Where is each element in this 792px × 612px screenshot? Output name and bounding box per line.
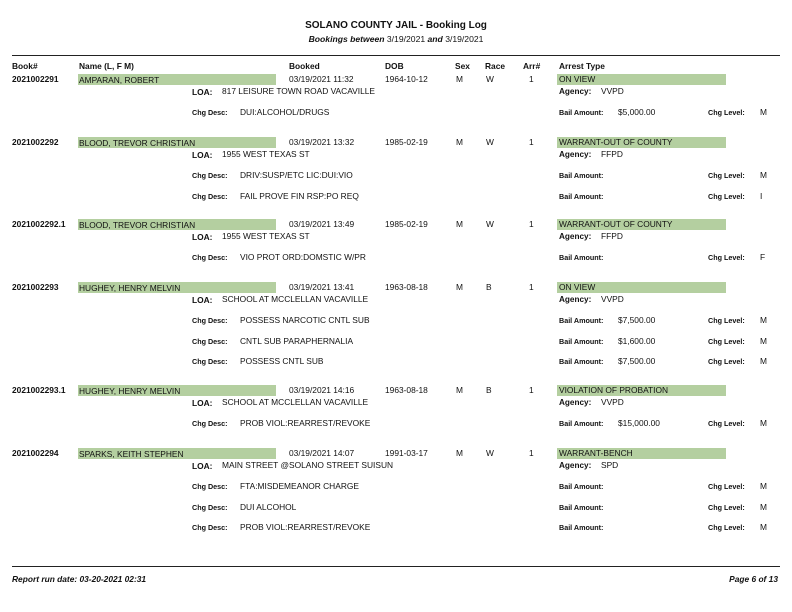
- bail-amount: $7,500.00: [618, 356, 656, 366]
- booking-number: 2021002292: [12, 137, 59, 147]
- date-of-birth: 1964-10-12: [385, 74, 428, 84]
- race: W: [486, 137, 494, 147]
- bail-amount-label: Bail Amount:: [559, 316, 604, 325]
- charge-level: M: [760, 335, 767, 346]
- chg-level-label: Chg Level:: [708, 253, 745, 262]
- arrest-type: WARRANT-BENCH: [559, 448, 633, 458]
- date-to: 3/19/2021: [445, 34, 484, 44]
- inmate-name: HUGHEY, HENRY MELVIN: [79, 283, 181, 293]
- col-race: Race: [485, 61, 506, 71]
- charge-level: M: [760, 170, 767, 180]
- bail-amount: $1,600.00: [618, 335, 656, 346]
- col-arr: Arr#: [523, 61, 541, 71]
- booked-datetime: 03/19/2021 14:16: [289, 385, 355, 395]
- agency: SPD: [601, 460, 619, 470]
- race: W: [486, 219, 494, 229]
- race: W: [486, 448, 494, 458]
- arrest-number: 1: [529, 385, 534, 395]
- chg-level-label: Chg Level:: [708, 502, 745, 512]
- agency-label: Agency:: [559, 461, 592, 470]
- footer-rule: [12, 566, 780, 567]
- sex: M: [456, 448, 463, 458]
- col-booked: Booked: [289, 61, 320, 71]
- bail-amount: $7,500.00: [618, 315, 656, 325]
- header-rule: [12, 55, 780, 56]
- bail-amount: $5,000.00: [618, 107, 656, 117]
- agency: VVPD: [601, 397, 624, 407]
- charge-description: FAIL PROVE FIN RSP:PO REQ: [240, 190, 359, 201]
- chg-level-label: Chg Level:: [708, 357, 745, 366]
- inmate-name: BLOOD, TREVOR CHRISTIAN: [79, 138, 196, 148]
- chg-desc-label: Chg Desc:: [192, 253, 228, 262]
- charge-description: DUI ALCOHOL: [240, 501, 297, 512]
- charge-description: PROB VIOL:REARREST/REVOKE: [240, 418, 371, 428]
- bail-amount-label: Bail Amount:: [559, 419, 604, 428]
- arrest-type: VIOLATION OF PROBATION: [559, 385, 669, 395]
- agency-label: Agency:: [559, 232, 592, 241]
- col-dob: DOB: [385, 61, 404, 71]
- chg-level-label: Chg Level:: [708, 191, 745, 201]
- bail-amount-label: Bail Amount:: [559, 336, 604, 346]
- loa-label: LOA:: [192, 295, 213, 305]
- chg-desc-label: Chg Desc:: [192, 502, 228, 512]
- arrest-type: ON VIEW: [559, 282, 596, 292]
- chg-desc-label: Chg Desc:: [192, 316, 228, 325]
- subtitle-prefix: Bookings between: [308, 34, 385, 44]
- bail-amount: $15,000.00: [618, 418, 660, 428]
- charge-description: VIO PROT ORD:DOMSTIC W/PR: [240, 252, 366, 262]
- chg-desc-label: Chg Desc:: [192, 171, 228, 180]
- charge-description: POSSESS CNTL SUB: [240, 356, 324, 366]
- page-number: Page 6 of 13: [729, 574, 778, 584]
- race: B: [486, 385, 492, 395]
- booking-number: 2021002291: [12, 74, 59, 84]
- agency: VVPD: [601, 294, 624, 304]
- chg-desc-label: Chg Desc:: [192, 419, 228, 428]
- charge-level: M: [760, 481, 767, 491]
- date-of-birth: 1985-02-19: [385, 137, 428, 147]
- inmate-name: AMPARAN, ROBERT: [79, 75, 160, 85]
- bail-amount-label: Bail Amount:: [559, 482, 604, 491]
- chg-level-label: Chg Level:: [708, 336, 745, 346]
- inmate-name: BLOOD, TREVOR CHRISTIAN: [79, 220, 196, 230]
- agency: VVPD: [601, 86, 624, 96]
- booked-datetime: 03/19/2021 11:32: [289, 74, 354, 84]
- arrest-number: 1: [529, 137, 534, 147]
- charge-level: M: [760, 522, 767, 532]
- agency-label: Agency:: [559, 150, 592, 159]
- charge-description: CNTL SUB PARAPHERNALIA: [240, 335, 354, 346]
- chg-level-label: Chg Level:: [708, 523, 745, 532]
- booking-number: 2021002292.1: [12, 219, 66, 229]
- booking-number: 2021002294: [12, 448, 59, 458]
- chg-desc-label: Chg Desc:: [192, 482, 228, 491]
- chg-desc-label: Chg Desc:: [192, 336, 228, 346]
- col-name: Name (L, F M): [79, 61, 134, 71]
- chg-desc-label: Chg Desc:: [192, 523, 228, 532]
- location-of-arrest: MAIN STREET @SOLANO STREET SUISUN: [222, 460, 394, 470]
- charge-description: FTA:MISDEMEANOR CHARGE: [240, 481, 359, 491]
- location-of-arrest: 1955 WEST TEXAS ST: [222, 231, 310, 241]
- arrest-type: WARRANT-OUT OF COUNTY: [559, 219, 673, 229]
- chg-desc-label: Chg Desc:: [192, 357, 228, 366]
- charge-level: M: [760, 356, 767, 366]
- bail-amount-label: Bail Amount:: [559, 171, 604, 180]
- agency-label: Agency:: [559, 87, 592, 96]
- chg-level-label: Chg Level:: [708, 316, 745, 325]
- chg-level-label: Chg Level:: [708, 171, 745, 180]
- race: W: [486, 74, 494, 84]
- chg-level-label: Chg Level:: [708, 482, 745, 491]
- bail-amount-label: Bail Amount:: [559, 357, 604, 366]
- booking-number: 2021002293.1: [12, 385, 66, 395]
- arrest-number: 1: [529, 448, 534, 458]
- arrest-number: 1: [529, 282, 534, 292]
- bail-amount-label: Bail Amount:: [559, 191, 604, 201]
- sex: M: [456, 219, 463, 229]
- race: B: [486, 282, 492, 292]
- chg-desc-label: Chg Desc:: [192, 108, 228, 117]
- agency-label: Agency:: [559, 295, 592, 304]
- loa-label: LOA:: [192, 150, 213, 160]
- bail-amount-label: Bail Amount:: [559, 502, 604, 512]
- sex: M: [456, 137, 463, 147]
- bail-amount-label: Bail Amount:: [559, 253, 604, 262]
- bail-amount-label: Bail Amount:: [559, 108, 604, 117]
- charge-level: M: [760, 501, 767, 512]
- agency-label: Agency:: [559, 398, 592, 407]
- booked-datetime: 03/19/2021 13:49: [289, 219, 355, 229]
- booked-datetime: 03/19/2021 13:32: [289, 137, 355, 147]
- location-of-arrest: 817 LEISURE TOWN ROAD VACAVILLE: [222, 86, 375, 96]
- arrest-type: ON VIEW: [559, 74, 596, 84]
- inmate-name: HUGHEY, HENRY MELVIN: [79, 386, 181, 396]
- date-of-birth: 1963-08-18: [385, 385, 428, 395]
- booked-datetime: 03/19/2021 13:41: [289, 282, 355, 292]
- agency: FFPD: [601, 231, 623, 241]
- report-run-date: Report run date: 03-20-2021 02:31: [12, 574, 147, 584]
- charge-description: PROB VIOL:REARREST/REVOKE: [240, 522, 371, 532]
- booked-datetime: 03/19/2021 14:07: [289, 448, 355, 458]
- inmate-name: SPARKS, KEITH STEPHEN: [79, 449, 184, 459]
- agency: FFPD: [601, 149, 623, 159]
- date-from: 3/19/2021: [386, 34, 426, 44]
- arrest-number: 1: [529, 74, 534, 84]
- sex: M: [456, 385, 463, 395]
- arrest-number: 1: [529, 219, 534, 229]
- location-of-arrest: SCHOOL AT MCCLELLAN VACAVILLE: [222, 294, 369, 304]
- col-arrest-type: Arrest Type: [559, 61, 605, 71]
- location-of-arrest: 1955 WEST TEXAS ST: [222, 149, 310, 159]
- chg-level-label: Chg Level:: [708, 419, 745, 428]
- loa-label: LOA:: [192, 461, 213, 471]
- date-of-birth: 1991-03-17: [385, 448, 428, 458]
- sex: M: [456, 282, 463, 292]
- charge-level: M: [760, 315, 767, 325]
- charge-level: I: [760, 190, 763, 201]
- report-title: SOLANO COUNTY JAIL - Booking Log: [305, 20, 487, 31]
- date-of-birth: 1985-02-19: [385, 219, 428, 229]
- charge-level: M: [760, 107, 767, 117]
- date-of-birth: 1963-08-18: [385, 282, 428, 292]
- location-of-arrest: SCHOOL AT MCCLELLAN VACAVILLE: [222, 397, 369, 407]
- loa-label: LOA:: [192, 87, 213, 97]
- charge-description: POSSESS NARCOTIC CNTL SUB: [240, 315, 370, 325]
- charge-description: DUI:ALCOHOL/DRUGS: [240, 107, 330, 117]
- report-subtitle: [0, 34, 792, 44]
- col-sex: Sex: [455, 61, 470, 71]
- subtitle-and: and: [427, 34, 443, 44]
- col-book: Book#: [12, 61, 38, 71]
- chg-desc-label: Chg Desc:: [192, 191, 228, 201]
- charge-description: DRIV:SUSP/ETC LIC:DUI:VIO: [240, 170, 353, 180]
- booking-number: 2021002293: [12, 282, 59, 292]
- arrest-type: WARRANT-OUT OF COUNTY: [559, 137, 673, 147]
- chg-level-label: Chg Level:: [708, 108, 745, 117]
- loa-label: LOA:: [192, 232, 213, 242]
- sex: M: [456, 74, 463, 84]
- bail-amount-label: Bail Amount:: [559, 523, 604, 532]
- loa-label: LOA:: [192, 398, 213, 408]
- charge-level: M: [760, 418, 767, 428]
- charge-level: F: [760, 252, 766, 262]
